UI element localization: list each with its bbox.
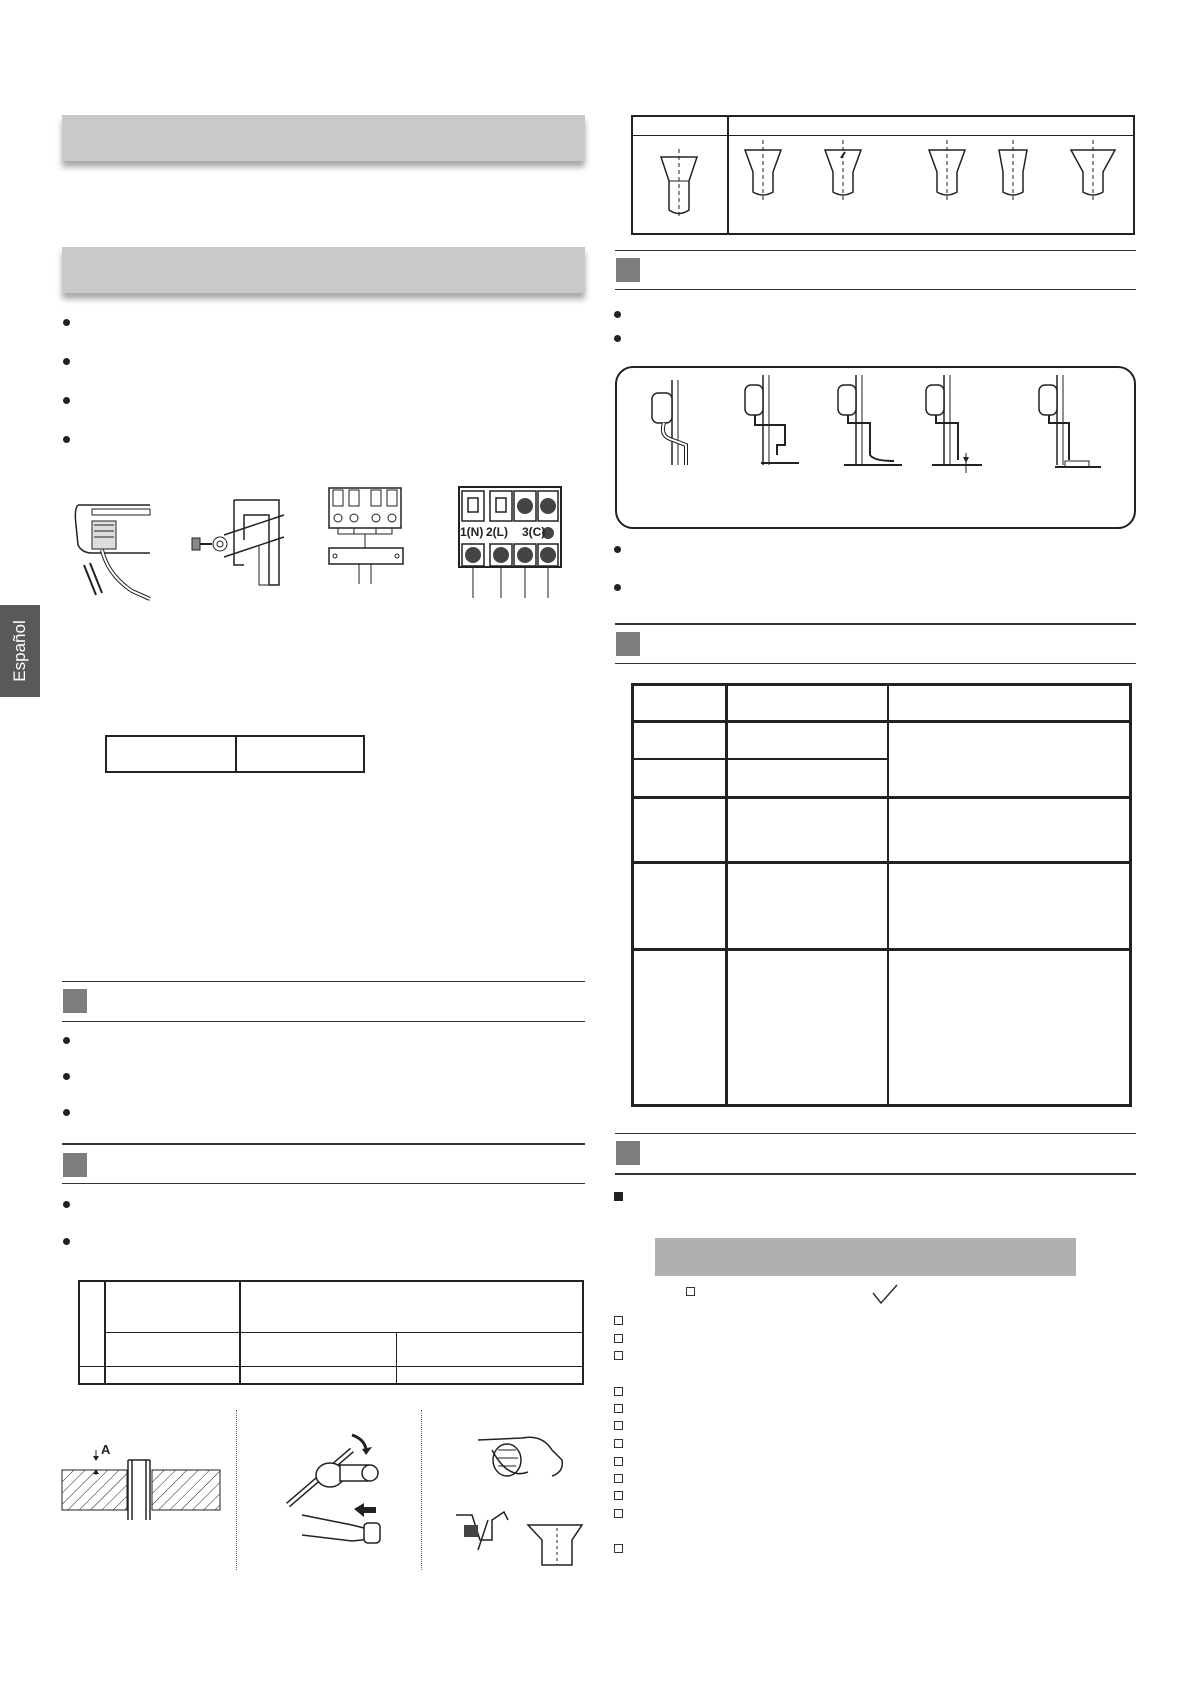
section-rule-bottom: [62, 1183, 585, 1184]
section-rule-top: [62, 981, 585, 982]
checklist-item[interactable]: [614, 1491, 623, 1500]
checklist-header: [655, 1238, 1076, 1276]
drain-hose-correct: [650, 375, 710, 465]
terminal-block-figure: [327, 486, 407, 586]
section-rule-bottom: [62, 1021, 585, 1022]
checklist-item[interactable]: [614, 1439, 623, 1448]
language-tab-label: Español: [10, 620, 29, 682]
flare-shape-good: [659, 145, 699, 220]
section-rule-bottom: [615, 663, 1136, 664]
section-marker: [616, 258, 640, 282]
cable-clamp-figure: [184, 495, 289, 590]
checklist-item[interactable]: [614, 1316, 623, 1325]
checklist-item[interactable]: [614, 1334, 623, 1343]
section-rule-top: [615, 1133, 1136, 1134]
bullet: [63, 319, 70, 326]
flare-shape-bad-1: [743, 140, 783, 200]
flare-inspection-table: [631, 115, 1135, 235]
checklist-item[interactable]: [614, 1457, 623, 1466]
divider-dotted: [236, 1410, 237, 1570]
checklist-item[interactable]: [614, 1544, 623, 1553]
bullet: [63, 1201, 70, 1208]
flare-depth-figure: [62, 1425, 222, 1520]
flare-shape-bad-2: [823, 140, 863, 200]
checklist-item[interactable]: [614, 1421, 623, 1430]
terminal-label-3: 3(C): [522, 525, 546, 539]
checklist-item[interactable]: [614, 1474, 623, 1483]
bullet: [63, 1073, 70, 1080]
section-rule-top: [62, 1143, 585, 1145]
section-marker: [616, 632, 640, 656]
drain-hose-wrong-1: [741, 375, 801, 470]
section-rule-top: [615, 250, 1136, 251]
terminal-label-2: 2(L): [486, 525, 508, 539]
drain-hose-wrong-3: [922, 375, 992, 475]
checklist-item[interactable]: [614, 1351, 623, 1360]
drain-hose-wrong-2: [834, 375, 904, 470]
flare-shape-bad-4: [993, 140, 1033, 200]
bullet: [63, 397, 70, 404]
section-rule-top: [615, 623, 1136, 625]
divider-dotted: [421, 1410, 422, 1570]
flaring-tool-figure: [452, 1420, 587, 1570]
language-tab[interactable]: [0, 605, 40, 697]
section-rule-bottom: [615, 289, 1136, 290]
checkmark-icon: [871, 1283, 899, 1305]
bullet: [614, 546, 621, 553]
legend-checkbox: [686, 1287, 695, 1296]
drain-hose-wrong-4: [1035, 375, 1105, 475]
indoor-unit-wiring-figure: [72, 495, 152, 605]
section-rule-bottom: [615, 1173, 1136, 1175]
bullet: [63, 1238, 70, 1245]
flare-dimension-table: [78, 1280, 584, 1385]
section-banner-2: [62, 247, 585, 293]
cable-spec-table: [105, 735, 365, 773]
flare-shape-bad-5: [1071, 140, 1115, 200]
checklist-item[interactable]: [614, 1404, 623, 1413]
pipe-cutter-figure: [282, 1425, 382, 1555]
bullet: [63, 436, 70, 443]
flare-shape-bad-3: [927, 140, 967, 200]
terminal-label-1: 1(N): [460, 525, 484, 539]
check-table: [631, 683, 1132, 1107]
bullet: [614, 584, 621, 591]
checklist-item[interactable]: [614, 1387, 623, 1396]
dimension-label-a: A: [101, 1442, 111, 1457]
section-marker: [616, 1141, 640, 1165]
section-marker: [63, 1153, 87, 1177]
bullet: [63, 1109, 70, 1116]
bullet: [614, 335, 621, 342]
bullet: [614, 311, 621, 318]
square-bullet: [614, 1192, 623, 1201]
section-marker: [63, 989, 87, 1013]
bullet: [63, 358, 70, 365]
checklist-item[interactable]: [614, 1509, 623, 1518]
bullet: [63, 1037, 70, 1044]
section-banner-1: [62, 115, 585, 161]
outdoor-terminal-block-figure: [458, 486, 563, 601]
